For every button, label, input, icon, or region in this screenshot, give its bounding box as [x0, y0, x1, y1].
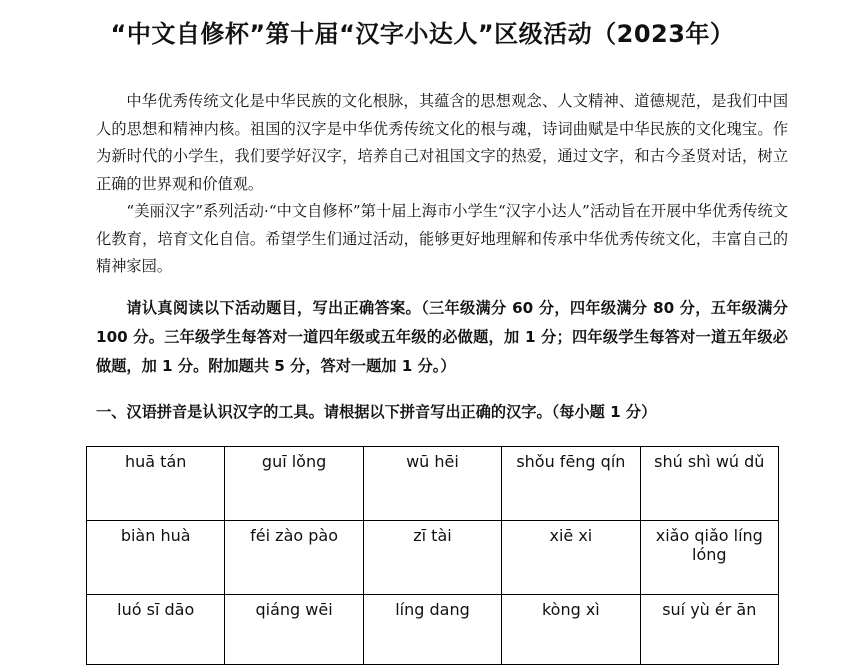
pinyin-cell[interactable]: xiǎo qiǎo líng lóng — [640, 521, 778, 595]
intro-paragraph-2: “美丽汉字”系列活动·“中文自修杯”第十届上海市小学生“汉字小达人”活动旨在开展中华优秀传统文化教育，培育文化自信。希望学生们通过活动，能够更好地理解和传承中华优秀传统文化，丰富自己的精神家园。 — [96, 202, 788, 275]
section-1-heading: 一、汉语拼音是认识汉字的工具。请根据以下拼音写出正确的汉字。（每小题 1 分） — [96, 403, 657, 421]
table-row — [87, 521, 779, 595]
pinyin-table — [86, 446, 779, 665]
pinyin-cell[interactable]: biàn huà — [87, 521, 225, 595]
table-row — [87, 447, 779, 521]
pinyin-cell[interactable]: xiē xi — [502, 521, 640, 595]
pinyin-cell[interactable]: shú shì wú dǔ — [640, 447, 778, 521]
pinyin-cell[interactable]: zī tài — [363, 521, 501, 595]
pinyin-cell[interactable]: shǒu fēng qín — [502, 447, 640, 521]
pinyin-cell[interactable]: qiáng wēi — [225, 595, 363, 665]
pinyin-cell[interactable]: féi zào pào — [225, 521, 363, 595]
pinyin-cell[interactable]: luó sī dāo — [87, 595, 225, 665]
pinyin-cell[interactable]: huā tán — [87, 447, 225, 521]
page-title: “中文自修杯”第十届“汉字小达人”区级活动（2023年） — [110, 20, 735, 48]
pinyin-cell[interactable]: kòng xì — [502, 595, 640, 665]
pinyin-cell[interactable]: wū hēi — [363, 447, 501, 521]
pinyin-cell[interactable]: líng dang — [363, 595, 501, 665]
table-row — [87, 595, 779, 665]
instructions: 请认真阅读以下活动题目，写出正确答案。（三年级满分 60 分，四年级满分 80 分，五年级满分 100 分。三年级学生每答对一道四年级或五年级的必做题，加 1 分；四年级学生每答对一道五年级必做题，加 1 分。附加题共 5 分，答对一题加 1 分。） — [96, 299, 788, 375]
intro-paragraph-1: 中华优秀传统文化是中华民族的文化根脉，其蕴含的思想观念、人文精神、道德规范，是我们中国人的思想和精神内核。祖国的汉字是中华优秀传统文化的根与魂，诗词曲赋是中华民族的文化瑰宝。作为新时代的小学生，我们要学好汉字，培养自己对祖国文字的热爱，通过文字，和古今圣贤对话，树立正确的世界观和价值观。 — [96, 92, 788, 193]
pinyin-cell[interactable]: suí yù ér ān — [640, 595, 778, 665]
pinyin-cell[interactable]: guī lǒng — [225, 447, 363, 521]
intro-text — [96, 88, 788, 281]
